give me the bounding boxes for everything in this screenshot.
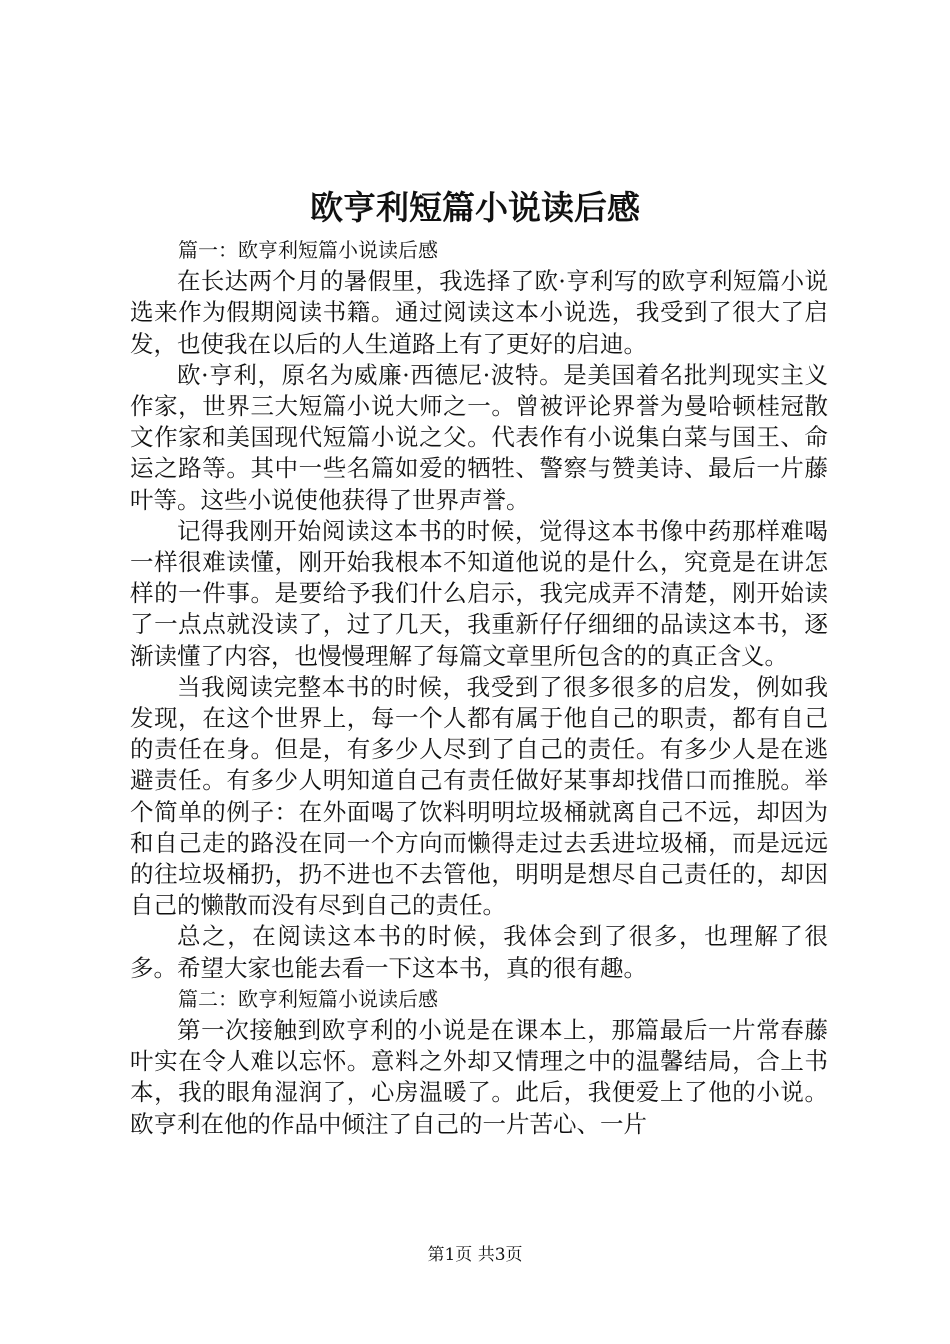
paragraph: 在长达两个月的暑假里，我选择了欧·亨利写的欧亨利短篇小说选来作为假期阅读书籍。通过阅读这本小说选，我受到了很大了启发，也使我在以后的人生道路上有了更好的启迪。 — [130, 267, 828, 358]
document-body — [130, 235, 828, 1140]
page-footer: 第1页 共3页 — [427, 1245, 523, 1265]
section-heading: 篇二：欧亨利短篇小说读后感 — [178, 986, 438, 1011]
paragraph: 第一次接触到欧亨利的小说是在课本上，那篇最后一片常春藤叶实在令人难以忘怀。意料之外却又情理之中的温馨结局，合上书本，我的眼角湿润了，心房温暖了。此后，我便爱上了他的小说。欧亨利在他的作品中倾注了自己的一片苦心、一片 — [130, 1016, 828, 1138]
paragraph: 记得我刚开始阅读这本书的时候，觉得这本书像中药那样难喝一样很难读懂，刚开始我根本不知道他说的是什么，究竟是在讲怎样的一件事。是要给予我们什么启示，我完成弄不清楚，刚开始读了一点点就没读了，过了几天，我重新仔仔细细的品读这本书，逐渐读懂了内容，也慢慢理解了每篇文章里所包含的的真正含义。 — [130, 516, 828, 670]
paragraph: 欧·亨利，原名为威廉·西德尼·波特。是美国着名批判现实主义作家，世界三大短篇小说大师之一。曾被评论界誉为曼哈顿桂冠散文作家和美国现代短篇小说之父。代表作有小说集白菜与国王、命运之路等。其中一些名篇如爱的牺牲、警察与赞美诗、最后一片藤叶等。这些小说使他获得了世界声誉。 — [130, 360, 828, 514]
section-heading: 篇一：欧亨利短篇小说读后感 — [178, 238, 438, 262]
paragraph: 总之，在阅读这本书的时候，我体会到了很多，也理解了很多。希望大家也能去看一下这本书，真的很有趣。 — [130, 922, 828, 982]
paragraph: 当我阅读完整本书的时候，我受到了很多很多的启发，例如我发现，在这个世界上，每一个人都有属于他自己的职责，都有自己的责任在身。但是，有多少人尽到了自己的责任。有多少人是在逃避责任。有多少人明知道自己有责任做好某事却找借口而推脱。举个简单的例子：在外面喝了饮料明明垃圾桶就离自己不远，却因为和自己走的路没在同一个方向而懒得走过去丢进垃圾桶，而是远远的往垃圾桶扔，扔不进也不去管他，明明是想尽自己责任的，却因自己的懒散而没有尽到自己的责任。 — [130, 672, 828, 920]
page-title: 欧亨利短篇小说读后感 — [310, 188, 640, 227]
